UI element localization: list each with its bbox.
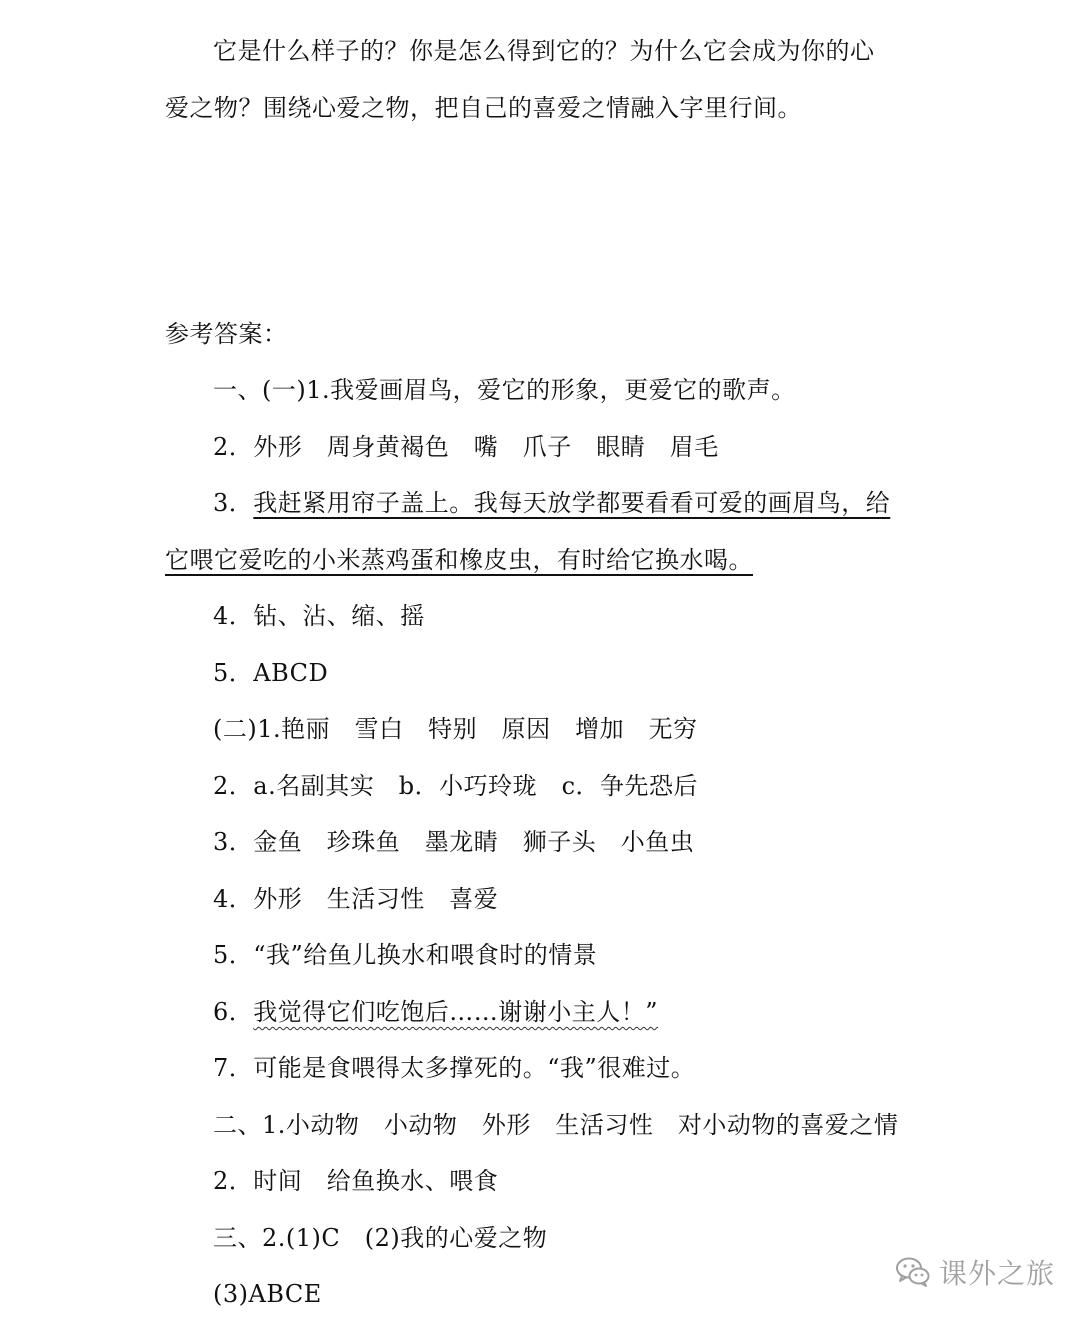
part-2-answer-1: 二、1.小动物 小动物 外形 生活习性 对小动物的喜爱之情 bbox=[213, 1111, 899, 1139]
wechat-icon bbox=[895, 1256, 931, 1288]
answer-1-3-underlined-text-continued: 它喂它爱吃的小米蒸鸡蛋和橡皮虫，有时给它换水喝。 bbox=[165, 546, 753, 574]
answer-2-5: 5．“我”给鱼儿换水和喂食时的情景 bbox=[213, 941, 598, 969]
answer-2-6-wavy-text: 我觉得它们吃饱后……谢谢小主人！” bbox=[253, 998, 659, 1026]
part-3-answer-1: 三、2.(1)C (2)我的心爱之物 bbox=[213, 1224, 548, 1252]
wechat-watermark bbox=[895, 1252, 1055, 1292]
answer-2-2: 2．a.名副其实 b．小巧玲珑 c．争先恐后 bbox=[213, 772, 699, 800]
answer-1-3-line-2 bbox=[165, 544, 753, 576]
answer-2-4: 4．外形 生活习性 喜爱 bbox=[213, 885, 499, 913]
answer-2-6 bbox=[213, 996, 658, 1028]
watermark-text: 课外之旅 bbox=[939, 1257, 1056, 1290]
part-2-answer-2: 2．时间 给鱼换水、喂食 bbox=[213, 1167, 499, 1195]
answer-1-2: 2．外形 周身黄褐色 嘴 爪子 眼睛 眉毛 bbox=[213, 433, 719, 461]
answer-1-4: 4．钻、沾、缩、摇 bbox=[213, 602, 425, 630]
answer-2-1: (二)1.艳丽 雪白 特别 原因 增加 无穷 bbox=[213, 715, 698, 743]
answer-2-3: 3．金鱼 珍珠鱼 墨龙睛 狮子头 小鱼虫 bbox=[213, 828, 695, 856]
answer-1-3-number: 3． bbox=[213, 489, 254, 517]
intro-line-2: 爱之物？围绕心爱之物，把自己的喜爱之情融入字里行间。 bbox=[165, 94, 802, 122]
answers-heading: 参考答案： bbox=[165, 320, 288, 348]
part-3-answer-2: (3)ABCE bbox=[213, 1280, 322, 1308]
intro-line-1: 它是什么样子的？你是怎么得到它的？为什么它会成为你的心 bbox=[213, 37, 875, 65]
answer-2-6-number: 6． bbox=[213, 998, 254, 1026]
answer-1-5: 5．ABCD bbox=[213, 659, 329, 687]
answer-1-3-line-1 bbox=[213, 487, 890, 519]
answer-1-1: 一、(一)1.我爱画眉鸟，爱它的形象，更爱它的歌声。 bbox=[213, 376, 796, 404]
answer-1-3-underlined-text: 我赶紧用帘子盖上。我每天放学都要看看可爱的画眉鸟，给 bbox=[253, 489, 891, 517]
answer-2-7: 7．可能是食喂得太多撑死的。“我”很难过。 bbox=[213, 1054, 696, 1082]
